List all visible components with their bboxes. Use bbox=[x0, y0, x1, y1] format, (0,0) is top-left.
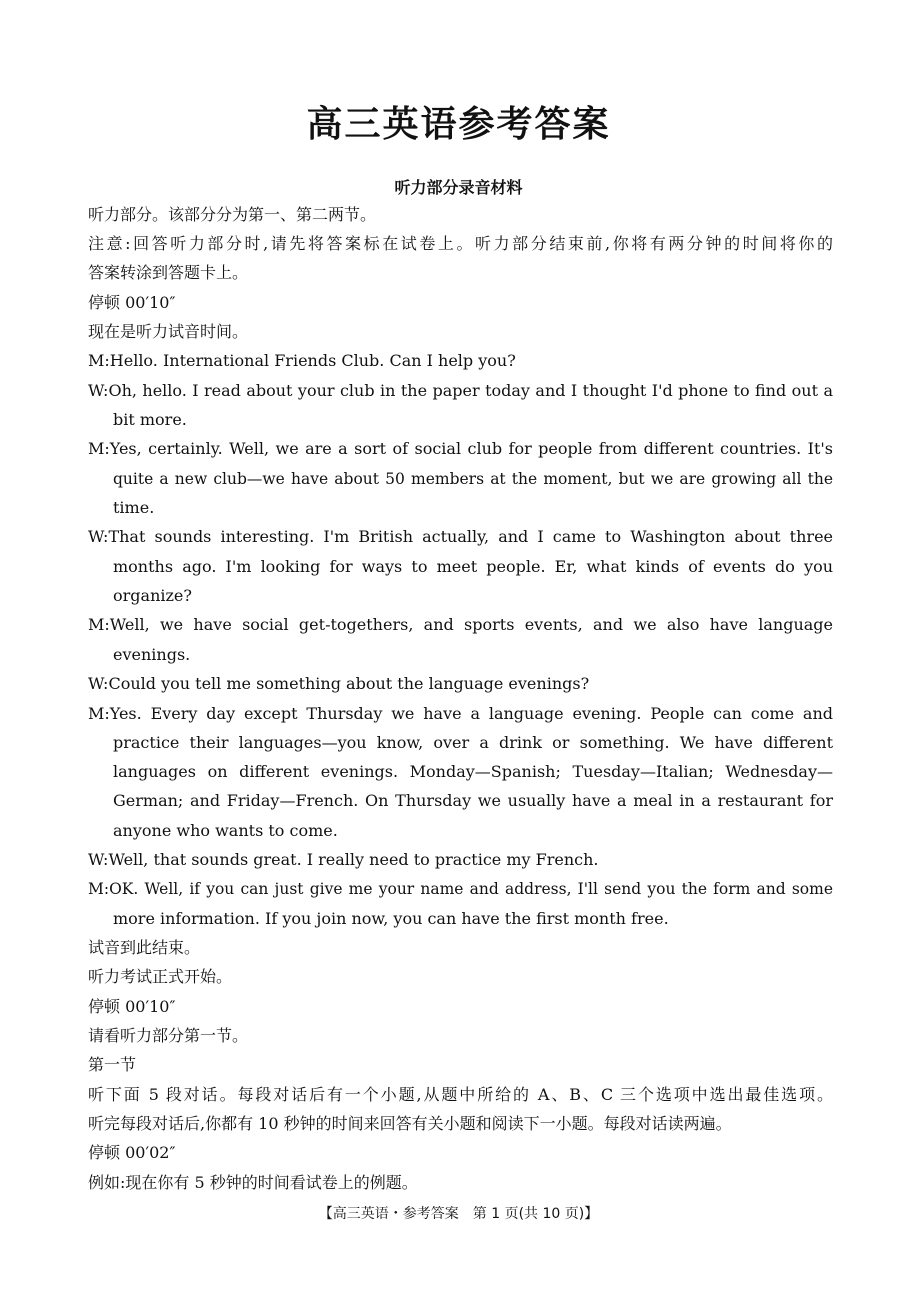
dialogue-line: M:Yes. Every day except Thursday we have a language evening. People can come and bbox=[88, 704, 833, 723]
section-subtitle: 听力部分录音材料 bbox=[394, 178, 523, 197]
dialogue-line: M:Hello. International Friends Club. Can I help you? bbox=[88, 351, 516, 370]
text-line: 答案转涂到答题卡上。 bbox=[88, 263, 249, 282]
dialogue-line: W:Could you tell me something about the language evenings? bbox=[88, 674, 590, 693]
text-line: 现在是听力试音时间。 bbox=[88, 322, 249, 341]
dialogue-line: anyone who wants to come. bbox=[113, 821, 338, 840]
dialogue-line: practice their languages—you know, over a drink or something. We have different bbox=[113, 733, 833, 752]
dialogue-line: organize? bbox=[113, 586, 192, 605]
text-line: 停顿 00′10″ bbox=[88, 997, 176, 1016]
dialogue-line: languages on different evenings. Monday—Spanish; Tuesday—Italian; Wednesday— bbox=[113, 762, 833, 781]
dialogue-line: bit more. bbox=[113, 410, 187, 429]
text-line: 听完每段对话后,你都有 10 秒钟的时间来回答有关小题和阅读下一小题。每段对话读两遍。 bbox=[88, 1114, 732, 1133]
dialogue-line: M:Yes, certainly. Well, we are a sort of social club for people from different countries. It's bbox=[88, 439, 833, 458]
dialogue-line: quite a new club—we have about 50 members at the moment, but we are growing all the bbox=[113, 470, 833, 488]
dialogue-line: W:Well, that sounds great. I really need to practice my French. bbox=[88, 850, 599, 869]
dialogue-line: time. bbox=[113, 498, 155, 517]
text-line: 注意:回答听力部分时,请先将答案标在试卷上。听力部分结束前,你将有两分钟的时间将你的 bbox=[88, 234, 833, 253]
dialogue-line: W:Oh, hello. I read about your club in the paper today and I thought I'd phone to find out a bbox=[88, 381, 833, 400]
text-line: 听力考试正式开始。 bbox=[88, 967, 233, 986]
text-line: 停顿 00′02″ bbox=[88, 1143, 176, 1162]
dialogue-line: M:Well, we have social get-togethers, and sports events, and we also have language bbox=[88, 615, 833, 634]
dialogue-line: more information. If you join now, you can have the first month free. bbox=[113, 909, 669, 928]
dialogue-line: W:That sounds interesting. I'm British actually, and I came to Washington about three bbox=[88, 527, 833, 546]
dialogue-line: M:OK. Well, if you can just give me your name and address, I'll send you the form and some bbox=[88, 880, 833, 898]
page-title: 高三英语参考答案 bbox=[306, 103, 611, 145]
dialogue-line: evenings. bbox=[113, 645, 191, 664]
text-line: 听下面 5 段对话。每段对话后有一个小题,从题中所给的 A、B、C 三个选项中选出最佳选项。 bbox=[88, 1085, 833, 1104]
text-line: 请看听力部分第一节。 bbox=[88, 1026, 249, 1045]
dialogue-line: months ago. I'm looking for ways to meet people. Er, what kinds of events do you bbox=[113, 557, 833, 576]
text-line: 例如:现在你有 5 秒钟的时间看试卷上的例题。 bbox=[88, 1173, 418, 1192]
text-line: 听力部分。该部分分为第一、第二两节。 bbox=[88, 205, 377, 224]
text-line: 试音到此结束。 bbox=[88, 938, 201, 957]
dialogue-line: German; and Friday—French. On Thursday we usually have a meal in a restaurant for bbox=[113, 791, 833, 810]
page-footer: 【高三英语・参考答案 第 1 页(共 10 页)】 bbox=[318, 1206, 599, 1222]
section-heading: 第一节 bbox=[88, 1055, 137, 1074]
text-line: 停顿 00′10″ bbox=[88, 293, 176, 312]
